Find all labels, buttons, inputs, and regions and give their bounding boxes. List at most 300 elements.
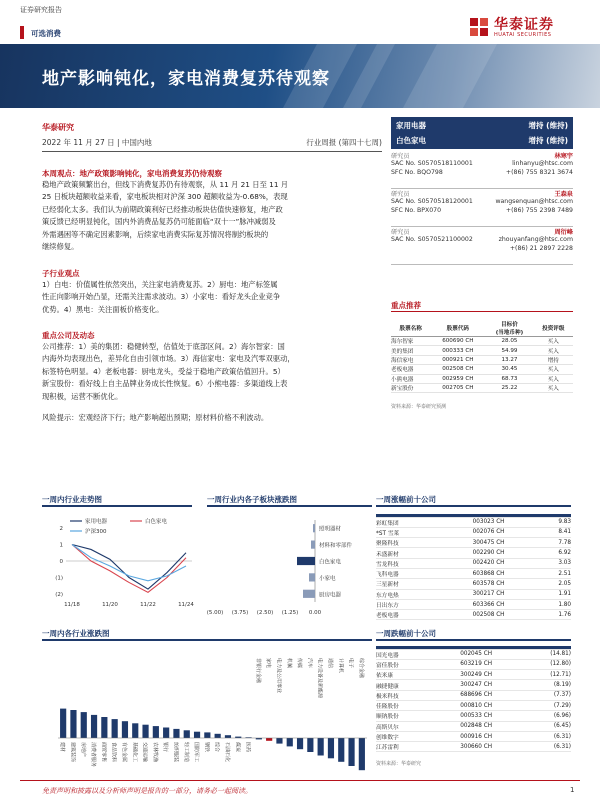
summary-line: 25 日板块超额收益来看，家电板块相对沪深 300 超额收益为-0.68%，表现 bbox=[42, 192, 288, 202]
chart3-bar bbox=[184, 730, 190, 738]
summary-line: 外需遇困等不确定因素影响，后续家电消费实际复苏情况将制约板块的 bbox=[42, 229, 269, 239]
chart3-bar bbox=[204, 732, 210, 738]
chart3-bar bbox=[163, 728, 169, 739]
subsector-title: 子行业观点 bbox=[42, 269, 80, 278]
analyst-block bbox=[391, 189, 573, 227]
summary-line: 稳地产政策频繁出台，但线下消费复苏仍有待观察，从 11 月 21 日至 11 月 bbox=[42, 180, 289, 189]
losers-stock-name: 依米康 bbox=[376, 670, 435, 680]
rating-row bbox=[396, 135, 568, 146]
analyst-phone: +(86) 755 2398 7489 bbox=[505, 207, 573, 214]
chart3-category-label: 农林牧渔 bbox=[151, 742, 158, 763]
gainers-change: 7.78 bbox=[534, 538, 571, 548]
chart1-title: 一周内行业走势图 bbox=[42, 495, 102, 504]
losers-stock-code: 002045 CH bbox=[435, 649, 517, 659]
chart3-category-label: 传媒 bbox=[296, 658, 303, 669]
gainers-stock-code: 300475 CH bbox=[443, 538, 535, 548]
losers-table bbox=[376, 646, 571, 752]
chart3-category-label: 汽车 bbox=[306, 658, 313, 669]
losers-change: (6.31) bbox=[517, 742, 571, 752]
analyst-role: 研究员 bbox=[391, 229, 410, 236]
gainers-row bbox=[376, 589, 571, 599]
summary-section bbox=[42, 168, 382, 253]
analyst-name: 林寒宇 bbox=[554, 153, 573, 160]
losers-change: (6.45) bbox=[517, 721, 571, 731]
focus-body bbox=[42, 341, 382, 403]
gainers-stock-code: 300217 CH bbox=[443, 589, 535, 599]
gainers-change: 1.76 bbox=[534, 610, 571, 620]
gainers-stock-name: 东方电热 bbox=[376, 589, 443, 599]
gainers-change: 9.83 bbox=[534, 517, 571, 527]
analyst-email[interactable]: wangsenquan@htsc.com bbox=[495, 198, 573, 205]
chart2-title: 一周行业内各子板块涨跌图 bbox=[207, 495, 297, 504]
report-kind: 行业周报 (第四十七周) bbox=[306, 138, 382, 147]
chart1-ytick-label: 2 bbox=[59, 526, 63, 532]
chart3-label-wrap bbox=[111, 742, 118, 762]
picks-cell: 新宝股份 bbox=[391, 383, 430, 392]
chart3-bar bbox=[81, 712, 87, 738]
chart3-label-wrap bbox=[286, 658, 293, 668]
chart3-label-wrap bbox=[100, 742, 107, 762]
picks-header-cell: 投资评级 bbox=[534, 320, 573, 337]
picks-cell: 25.22 bbox=[485, 383, 533, 392]
industry-trend-chart bbox=[42, 514, 197, 619]
focus-line: 标签特色明显。4）老板电器：厨电龙头，受益于稳地产政策估值回升。5） bbox=[42, 366, 285, 376]
chart1-series-line bbox=[72, 545, 186, 581]
picks-source: 资料来源：华泰研究预测 bbox=[391, 404, 447, 410]
chart1-xtick-label: 11/24 bbox=[178, 602, 194, 608]
picks-cell: 买入 bbox=[534, 365, 573, 374]
losers-title: 一周跌幅前十公司 bbox=[376, 629, 436, 638]
analyst-sac: SAC No. S0570521100002 bbox=[391, 236, 473, 243]
gainers-stock-name: 聚隆科技 bbox=[376, 538, 443, 548]
losers-stock-name: 国光电器 bbox=[376, 649, 435, 659]
chart1-series-line bbox=[72, 545, 186, 593]
losers-stock-name: 江苏雷利 bbox=[376, 742, 435, 752]
chart1-legend-label: 白色家电 bbox=[145, 519, 168, 525]
chart3-label-wrap bbox=[327, 658, 334, 668]
losers-stock-name: 佳隆股份 bbox=[376, 700, 435, 710]
chart3-category-label: 食品饮料 bbox=[110, 742, 117, 763]
picks-cell: 买入 bbox=[534, 374, 573, 383]
chart3-label-wrap bbox=[183, 742, 190, 762]
picks-row bbox=[391, 337, 573, 346]
report-type-label: 证券研究报告 bbox=[20, 6, 62, 14]
chart2-bar bbox=[297, 557, 315, 565]
chart2-category-label: 厨房电器 bbox=[319, 592, 342, 599]
chart3-category-label: 消费者服务 bbox=[90, 742, 97, 768]
chart3-label-wrap bbox=[162, 742, 169, 752]
subsector-body bbox=[42, 279, 382, 316]
category-label: 可选消费 bbox=[31, 29, 61, 38]
losers-stock-name: 极米科技 bbox=[376, 690, 435, 700]
chart3-label-wrap bbox=[59, 742, 66, 752]
chart3-bar bbox=[338, 738, 344, 762]
gainers-change: 1.80 bbox=[534, 599, 571, 609]
chart3-rule bbox=[42, 639, 372, 641]
chart3-bar bbox=[215, 734, 221, 738]
chart1-title-wrap bbox=[42, 494, 192, 507]
summary-line: 已经弱化太多。我们认为前期政策利好已经推动板块估值快速修复，地产政 bbox=[42, 204, 283, 214]
losers-row bbox=[376, 731, 571, 741]
chart3-label-wrap bbox=[193, 742, 200, 762]
losers-stock-code: 300660 CH bbox=[435, 742, 517, 752]
analyst-sac: SAC No. S0570518110001 bbox=[391, 160, 473, 167]
focus-line: 公司推荐：1）美的集团：稳健转型，估值处于底部区间。2）海尔智家：国 bbox=[42, 342, 285, 351]
picks-cell: 海尔智家 bbox=[391, 337, 430, 346]
summary-body bbox=[42, 179, 382, 253]
chart1-ytick-label: 0 bbox=[59, 559, 63, 565]
picks-cell: 增持 bbox=[534, 355, 573, 364]
gainers-change: 3.03 bbox=[534, 558, 571, 568]
chart1-xtick-label: 11/18 bbox=[64, 602, 80, 608]
rating-row bbox=[396, 120, 568, 131]
picks-cell: 002508 CH bbox=[430, 365, 485, 374]
chart3-label-wrap bbox=[90, 742, 97, 767]
chart3-category-label: 有色金属 bbox=[120, 742, 127, 763]
chart3-bar bbox=[122, 721, 128, 738]
analyst-name: 王森泉 bbox=[554, 191, 573, 198]
chart3-label-wrap bbox=[348, 658, 355, 668]
subsector-section bbox=[42, 268, 382, 316]
summary-line: 继续修复。 bbox=[42, 242, 79, 252]
chart3-label-wrap bbox=[121, 742, 128, 762]
losers-change: (6.31) bbox=[517, 731, 571, 741]
chart2-bar bbox=[309, 573, 315, 581]
gainers-stock-code: 003023 CH bbox=[443, 517, 535, 527]
chart1-ytick-label: (1) bbox=[55, 575, 63, 582]
picks-cell: 600690 CH bbox=[430, 337, 485, 346]
chart3-category-label: 建筑装饰 bbox=[69, 742, 76, 763]
footer-disclaimer: 免责声明和披露以及分析师声明是报告的一部分，请务必一起阅读。 bbox=[42, 787, 252, 795]
chart3-bar bbox=[348, 738, 354, 766]
chart3-bar bbox=[328, 738, 334, 758]
chart3-bar bbox=[60, 709, 66, 738]
gainers-title: 一周涨幅前十公司 bbox=[376, 495, 436, 504]
risk-warning: 风险提示：宏观经济下行；地产影响超出预期；原材料价格不利波动。 bbox=[42, 413, 269, 422]
losers-row bbox=[376, 742, 571, 752]
losers-change: (6.96) bbox=[517, 711, 571, 721]
picks-cell: 小熊电器 bbox=[391, 374, 430, 383]
chart3-label-wrap bbox=[224, 742, 231, 762]
losers-stock-code: 000810 CH bbox=[435, 700, 517, 710]
losers-change: (7.29) bbox=[517, 700, 571, 710]
analyst-phone: +(86) 21 2897 2228 bbox=[509, 245, 573, 252]
gainers-row bbox=[376, 517, 571, 527]
chart3-category-label: 石油石化 bbox=[223, 742, 230, 763]
chart3-category-label: 医药 bbox=[244, 742, 251, 753]
page-number: 1 bbox=[570, 786, 575, 794]
chart3-label-wrap bbox=[172, 742, 179, 762]
picks-row bbox=[391, 374, 573, 383]
chart2-category-label: 白色家电 bbox=[319, 559, 342, 566]
analyst-phone: +(86) 755 8321 3674 bbox=[505, 169, 573, 176]
chart2-category-label: 照明器材 bbox=[319, 526, 342, 533]
picks-cell: 30.45 bbox=[485, 365, 533, 374]
subsector-line: 优势。4）黑电：关注面板价格变化。 bbox=[42, 304, 164, 314]
logo-name-en: HUATAI SECURITIES bbox=[494, 32, 552, 38]
losers-stock-code: 002848 CH bbox=[435, 721, 517, 731]
chart3-bar bbox=[173, 729, 179, 738]
footer-rule bbox=[20, 780, 580, 781]
logo-name-cn: 华泰证券 bbox=[494, 17, 554, 33]
gainers-change: 2.05 bbox=[534, 579, 571, 589]
chart3-bar bbox=[318, 738, 324, 756]
losers-rule bbox=[376, 639, 571, 641]
chart3-category-label: 家电 bbox=[265, 658, 272, 669]
analyst-sfc: SFC No. BQO798 bbox=[391, 169, 443, 176]
gainers-stock-name: 日出东方 bbox=[376, 599, 443, 609]
picks-row bbox=[391, 355, 573, 364]
picks-cell: 002959 CH bbox=[430, 374, 485, 383]
gainers-stock-name: 雪龙科技 bbox=[376, 558, 443, 568]
chart3-category-label: 非银行金融 bbox=[254, 658, 261, 684]
chart3-bar bbox=[266, 738, 272, 741]
losers-stock-code: 603219 CH bbox=[435, 659, 517, 669]
chart2-category-label: 小家电 bbox=[319, 575, 336, 582]
gainers-stock-code: 002076 CH bbox=[443, 527, 535, 537]
gainers-table bbox=[376, 514, 571, 620]
losers-stock-code: 688696 CH bbox=[435, 690, 517, 700]
org-name: 华泰研究 bbox=[42, 123, 74, 132]
focus-section bbox=[42, 330, 382, 403]
chart3-bar bbox=[132, 723, 138, 738]
losers-stock-name: 顺钠股份 bbox=[376, 711, 435, 721]
chart3-bar bbox=[225, 735, 231, 738]
losers-row bbox=[376, 690, 571, 700]
losers-row bbox=[376, 659, 571, 669]
chart1-xtick-label: 11/20 bbox=[102, 602, 118, 608]
chart3-label-wrap bbox=[80, 742, 87, 757]
chart3-bar bbox=[153, 726, 159, 738]
category-accent-bar bbox=[20, 26, 24, 39]
chart3-category-label: 纺织服装 bbox=[172, 742, 179, 763]
picks-title-bar bbox=[391, 300, 573, 312]
analyst-name: 周衍峰 bbox=[554, 229, 573, 236]
huatai-logo bbox=[468, 14, 588, 44]
losers-row bbox=[376, 680, 571, 690]
chart2-xtick-label: 0.00 bbox=[308, 610, 322, 616]
losers-stock-name: 高斯贝尔 bbox=[376, 721, 435, 731]
gainers-change: 2.51 bbox=[534, 568, 571, 578]
chart3-bar bbox=[142, 725, 148, 738]
chart2-xtick-label: (1.25) bbox=[281, 610, 299, 616]
chart3-category-label: 商贸零售 bbox=[100, 742, 107, 763]
chart3-label-wrap bbox=[358, 658, 365, 679]
subsector-line: 1）白电：价值属性依然突出，关注家电消费复苏。2）厨电：地产标签属 bbox=[42, 280, 278, 289]
chart3-bar bbox=[70, 710, 76, 738]
analyst-email[interactable]: zhouyanfang@htsc.com bbox=[498, 236, 573, 243]
losers-stock-name: 融捷健康 bbox=[376, 680, 435, 690]
chart3-bar bbox=[287, 738, 293, 746]
industry-change-chart bbox=[42, 646, 372, 774]
chart2-xtick-label: (3.75) bbox=[231, 610, 249, 616]
report-date: 2022 年 11 月 27 日 | 中国内地 bbox=[42, 138, 152, 147]
chart3-bar bbox=[297, 738, 303, 749]
losers-title-wrap bbox=[376, 628, 571, 641]
chart3-category-label: 机械 bbox=[285, 658, 292, 669]
rating-sector: 白色家电 bbox=[396, 136, 426, 145]
rating-value: 增持 (维持) bbox=[528, 121, 568, 130]
gainers-stock-code: 002420 CH bbox=[443, 558, 535, 568]
chart3-category-label: 综合 bbox=[213, 742, 220, 753]
picks-cell: 002705 CH bbox=[430, 383, 485, 392]
analyst-block bbox=[391, 227, 573, 265]
gainers-row bbox=[376, 527, 571, 537]
gainers-change: 1.91 bbox=[534, 589, 571, 599]
losers-change: (8.19) bbox=[517, 680, 571, 690]
chart3-bar bbox=[194, 732, 200, 738]
chart3-bar bbox=[276, 738, 282, 744]
picks-cell: 68.73 bbox=[485, 374, 533, 383]
picks-row bbox=[391, 365, 573, 374]
chart2-category-label: 材料和零部件 bbox=[319, 543, 353, 550]
gainers-row bbox=[376, 548, 571, 558]
gainers-row bbox=[376, 538, 571, 548]
chart3-label-wrap bbox=[296, 658, 303, 668]
chart3-title-wrap bbox=[42, 628, 372, 641]
gainers-stock-code: 002508 CH bbox=[443, 610, 535, 620]
picks-header-cell: 股票名称 bbox=[391, 320, 430, 337]
focus-line: 新宝股份：看好线上自主品牌业务成长性恢复。6）小熊电器：多渠道线上表 bbox=[42, 379, 288, 389]
report-title: 地产影响钝化，家电消费复苏待观察 bbox=[42, 69, 330, 89]
losers-row bbox=[376, 649, 571, 659]
focus-title: 重点公司及动态 bbox=[42, 331, 95, 340]
chart3-label-wrap bbox=[152, 742, 159, 762]
gainers-row bbox=[376, 599, 571, 609]
picks-table bbox=[391, 320, 573, 393]
picks-row bbox=[391, 346, 573, 355]
chart3-label-wrap bbox=[275, 658, 282, 693]
losers-change: (12.80) bbox=[517, 659, 571, 669]
analyst-sfc: SFC No. BPX070 bbox=[391, 207, 442, 214]
chart2-bar bbox=[311, 541, 315, 549]
rating-box bbox=[391, 117, 573, 149]
rating-sector: 家用电器 bbox=[396, 121, 426, 130]
chart3-label-wrap bbox=[131, 742, 138, 762]
picks-cell: 000333 CH bbox=[430, 346, 485, 355]
picks-cell: 28.05 bbox=[485, 337, 533, 346]
analyst-sac: SAC No. S0570518120001 bbox=[391, 198, 473, 205]
huatai-logo-mark-icon bbox=[468, 16, 490, 38]
chart1-legend-label: 沪深300 bbox=[85, 529, 107, 535]
chart3-category-label: 国防军工 bbox=[193, 742, 200, 763]
losers-stock-code: 300247 CH bbox=[435, 680, 517, 690]
chart1-rule bbox=[42, 505, 192, 507]
chart3-label-wrap bbox=[142, 742, 149, 762]
picks-row bbox=[391, 383, 573, 392]
chart3-category-label: 电力及公用事业 bbox=[275, 658, 282, 694]
chart2-rule bbox=[207, 505, 372, 507]
losers-row bbox=[376, 700, 571, 710]
gainers-stock-name: 飞科电器 bbox=[376, 568, 443, 578]
chart3-bar bbox=[91, 715, 97, 738]
chart3-label-wrap bbox=[337, 658, 344, 673]
losers-row bbox=[376, 711, 571, 721]
chart3-category-label: 煤炭 bbox=[234, 742, 241, 753]
chart1-ytick-label: (2) bbox=[55, 592, 63, 598]
chart3-category-label: 建材 bbox=[59, 742, 66, 753]
chart3-category-label: 电力设备及新能源 bbox=[316, 658, 323, 699]
title-banner bbox=[0, 44, 600, 108]
chart1-ytick-label: 1 bbox=[59, 542, 63, 549]
gainers-stock-code: 603366 CH bbox=[443, 599, 535, 609]
chart3-bar bbox=[307, 738, 313, 752]
chart2-xtick-label: (2.50) bbox=[256, 610, 274, 616]
chart3-category-label: 银行 bbox=[162, 742, 169, 753]
chart2-xtick-label: (5.00) bbox=[207, 610, 224, 616]
analyst-role: 研究员 bbox=[391, 153, 410, 160]
picks-cell: 13.27 bbox=[485, 355, 533, 364]
chart3-title: 一周内各行业涨跌图 bbox=[42, 629, 110, 638]
losers-change: (7.37) bbox=[517, 690, 571, 700]
analyst-email[interactable]: linhanyu@htsc.com bbox=[512, 160, 573, 167]
gainers-change: 6.92 bbox=[534, 548, 571, 558]
losers-change: (12.71) bbox=[517, 670, 571, 680]
picks-cell: 老板电器 bbox=[391, 365, 430, 374]
chart3-category-label: 轻工制造 bbox=[182, 742, 189, 763]
focus-line: 内海外均表现出色，差异化自由引领市场。3）海信家电：家电及汽零双驱动， bbox=[42, 354, 295, 364]
subsector-change-chart bbox=[207, 514, 372, 619]
chart2-bar bbox=[313, 524, 315, 532]
losers-source: 资料来源：华泰研究 bbox=[376, 761, 422, 767]
chart3-label-wrap bbox=[214, 742, 221, 752]
subsector-line: 性正向影响开始凸显，还需关注需求波动。3）小家电：看好龙头企业竞争 bbox=[42, 292, 281, 302]
chart3-bar bbox=[112, 719, 118, 738]
gainers-stock-name: *ST 雪莱 bbox=[376, 527, 443, 537]
summary-line: 策反馈已经明显钝化，国内外消费品复苏仍可能面临“双十一”脉冲减弱及 bbox=[42, 217, 276, 227]
gainers-stock-name: 三星新材 bbox=[376, 579, 443, 589]
chart2-title-wrap bbox=[207, 494, 372, 507]
picks-cell: 买入 bbox=[534, 346, 573, 355]
chart3-category-label: 计算机 bbox=[337, 658, 344, 674]
chart3-label-wrap bbox=[317, 658, 324, 699]
picks-cell: 美的集团 bbox=[391, 346, 430, 355]
focus-line: 现积极，运营不断优化。 bbox=[42, 391, 123, 401]
picks-title: 重点推荐 bbox=[391, 301, 421, 310]
picks-cell: 买入 bbox=[534, 383, 573, 392]
chart3-category-label: 交通运输 bbox=[141, 742, 148, 763]
chart3-category-label: 综合金融 bbox=[357, 658, 364, 679]
picks-header-cell: 目标价 (当地币种) bbox=[485, 320, 533, 337]
chart3-bar bbox=[101, 717, 107, 738]
losers-stock-code: 000916 CH bbox=[435, 731, 517, 741]
chart3-label-wrap bbox=[306, 658, 313, 668]
gainers-title-wrap bbox=[376, 494, 571, 507]
chart3-category-label: 房地产 bbox=[79, 742, 86, 758]
chart3-bar bbox=[359, 738, 365, 770]
gainers-rule bbox=[376, 505, 571, 507]
gainers-row bbox=[376, 568, 571, 578]
date-line bbox=[42, 137, 382, 152]
chart3-label-wrap bbox=[245, 742, 252, 752]
gainers-stock-code: 603868 CH bbox=[443, 568, 535, 578]
chart3-label-wrap bbox=[265, 658, 272, 668]
gainers-row bbox=[376, 579, 571, 589]
banner-stripe bbox=[403, 44, 497, 108]
analyst-role: 研究员 bbox=[391, 191, 410, 198]
chart3-label-wrap bbox=[255, 658, 262, 684]
losers-stock-code: 000533 CH bbox=[435, 711, 517, 721]
analyst-block bbox=[391, 151, 573, 189]
gainers-stock-name: 老板电器 bbox=[376, 610, 443, 620]
chart1-xtick-label: 11/22 bbox=[140, 602, 156, 608]
chart3-category-label: 通信 bbox=[326, 658, 333, 669]
chart3-label-wrap bbox=[203, 742, 210, 752]
summary-title: 本周观点：地产政策影响钝化，家电消费复苏仍待观察 bbox=[42, 169, 222, 178]
chart3-category-label: 电子 bbox=[347, 658, 354, 669]
chart2-bar bbox=[303, 590, 315, 598]
picks-header-cell: 股票代码 bbox=[430, 320, 485, 337]
